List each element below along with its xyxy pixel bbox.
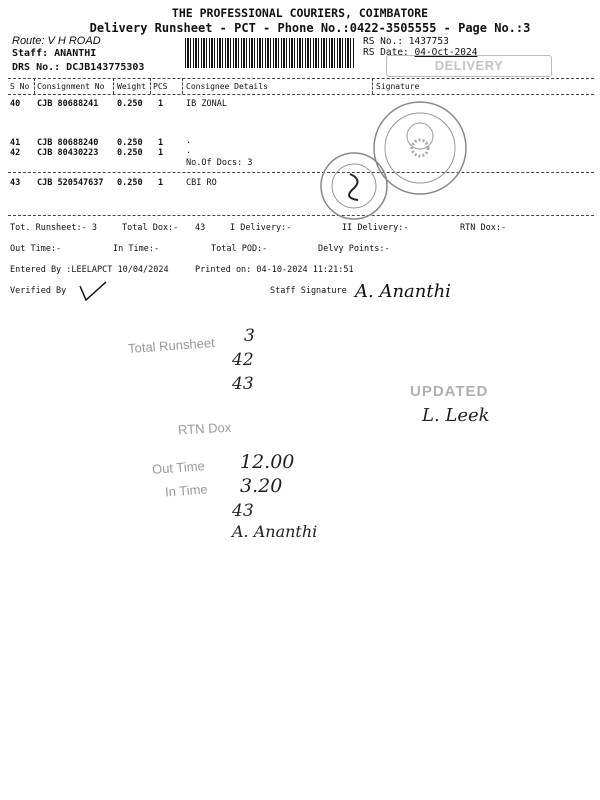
hw-total-runsheet-label: Total Runsheet	[127, 334, 216, 357]
out-time-label: Out Time:-	[10, 244, 62, 254]
drs-number: DRS No.: DCJB143775303	[12, 62, 145, 73]
row-pcs: 1	[158, 148, 164, 158]
row-sno: 40	[10, 99, 21, 109]
route-label: Route: V H ROAD	[12, 35, 101, 47]
col-header-signature: Signature	[376, 82, 420, 91]
verified-by-label: Verified By	[10, 286, 67, 296]
row-sno: 42	[10, 148, 21, 158]
row-pcs: 1	[158, 178, 164, 188]
col-divider	[34, 78, 35, 94]
table-top-rule	[8, 78, 594, 79]
hw-row2-value: 42	[232, 350, 254, 370]
staff-label: Staff: ANANTHI	[12, 48, 97, 59]
col-divider	[372, 78, 373, 94]
rs-date-value: 04-Oct-2024	[414, 47, 478, 58]
col-header-sno: S No	[10, 82, 30, 91]
rs-number: RS No.: 1437753	[363, 36, 449, 47]
col-header-weight: Weight	[117, 82, 146, 91]
hw-out-time-label: Out Time	[151, 458, 206, 477]
row-pcs: 1	[158, 138, 164, 148]
row-weight: 0.250	[117, 148, 143, 158]
row-consignee: CBI RO	[186, 178, 217, 188]
row-consignment: CJB 80688241	[37, 99, 99, 109]
staff-signature-handwritten: A. Ananthi	[355, 281, 451, 302]
row-pcs: 1	[158, 99, 164, 109]
row-consignee: .	[186, 136, 192, 146]
col-divider	[150, 78, 151, 94]
i-delivery-label: I Delivery:-	[230, 223, 292, 233]
updated-signature: L. Leek	[422, 405, 490, 426]
delivery-stamp: DELIVERY	[386, 55, 552, 77]
hw-signature: A. Ananthi	[232, 522, 318, 541]
entered-by: Entered By :LEELAPCT 10/04/2024	[10, 265, 169, 275]
runsheet-subtitle: Delivery Runsheet - PCT - Phone No.:0422-3505555 - Page No.:3	[89, 21, 531, 35]
hw-rtn-dox-label: RTN Dox	[177, 419, 232, 438]
row-weight: 0.250	[117, 178, 143, 188]
col-header-consignee: Consignee Details	[186, 82, 268, 91]
total-dox-value: 43	[195, 223, 206, 233]
hw-in-time-value: 3.20	[240, 475, 283, 497]
rtn-dox-label: RTN Dox:-	[460, 223, 507, 233]
col-divider	[182, 78, 183, 94]
total-dox-label: Total Dox:-	[122, 223, 179, 233]
barcode	[185, 38, 355, 68]
row-weight: 0.250	[117, 99, 143, 109]
row-consignee: .	[186, 146, 192, 156]
updated-stamp: UPDATED	[410, 383, 489, 400]
row-sno: 43	[10, 178, 21, 188]
courier-seal-stamp	[318, 150, 390, 222]
in-time-label: In Time:-	[113, 244, 160, 254]
table-header-rule	[8, 94, 594, 95]
hw-in-time-label: In Time	[164, 481, 209, 500]
hw-row3-value: 43	[232, 374, 254, 394]
col-header-pcs: PCS	[153, 82, 168, 91]
printed-on: Printed on: 04-10-2024 11:21:51	[195, 265, 354, 275]
company-title: THE PROFESSIONAL COURIERS, COIMBATORE	[171, 6, 429, 20]
col-header-consignment: Consignment No	[37, 82, 105, 91]
row-consignee: IB ZONAL	[186, 99, 227, 109]
rs-date-label: RS Date:	[363, 47, 409, 58]
col-divider	[113, 78, 114, 94]
total-pod-label: Total POD:-	[211, 244, 268, 254]
row-sno: 41	[10, 138, 21, 148]
delvy-points-label: Delvy Points:-	[318, 244, 390, 254]
row-weight: 0.250	[117, 138, 143, 148]
row-consignment: CJB 520547637	[37, 178, 104, 188]
row-divider	[8, 172, 594, 173]
hw-total-runsheet-value: 3	[244, 326, 255, 346]
verified-tick-mark	[76, 278, 110, 304]
no-of-docs: No.Of Docs: 3	[186, 158, 253, 168]
row-consignment: CJB 80688240	[37, 138, 99, 148]
hw-out-time-value: 12.00	[240, 451, 295, 473]
row-consignment: CJB 80430223	[37, 148, 99, 158]
table-bottom-rule	[8, 215, 594, 216]
hw-row-value: 43	[232, 501, 254, 521]
ii-delivery-label: II Delivery:-	[342, 223, 409, 233]
tot-runsheet: Tot. Runsheet:- 3	[10, 223, 97, 233]
staff-signature-label: Staff Signature	[270, 286, 347, 296]
